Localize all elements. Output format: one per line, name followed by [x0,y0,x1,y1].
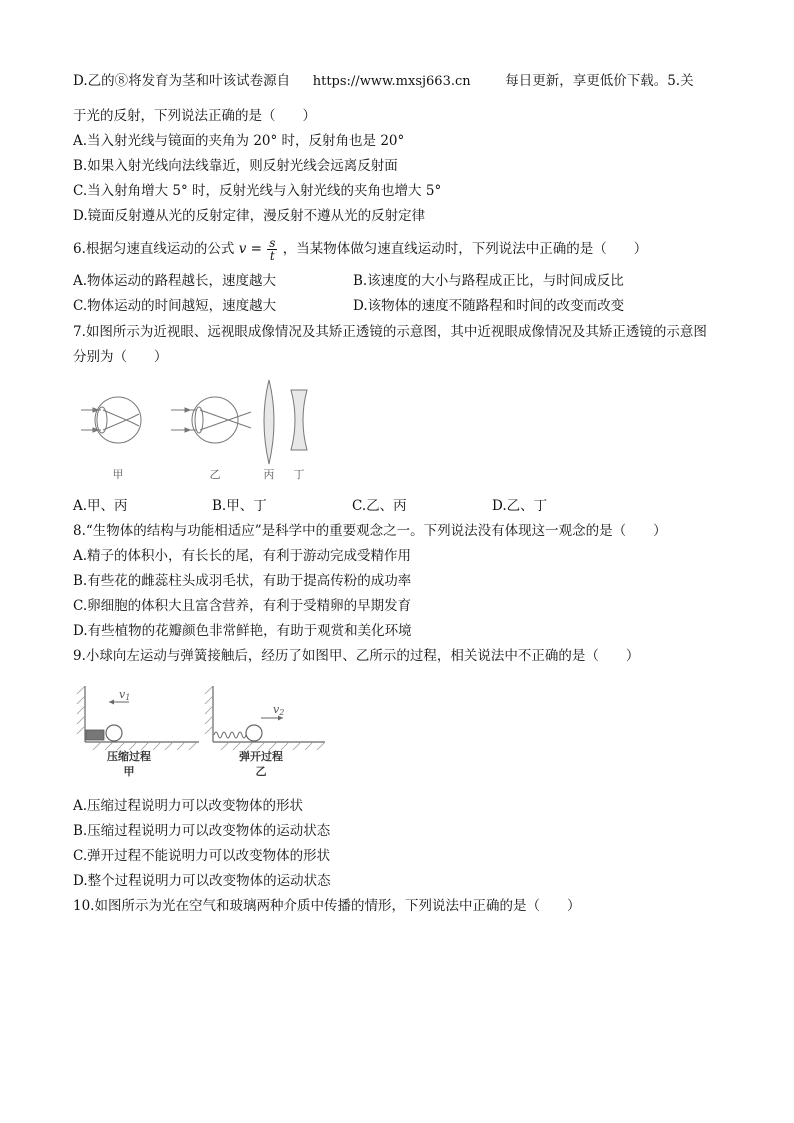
q7-option-c: C.乙、丙 [352,498,407,514]
eye-diagram-yi [171,397,251,443]
q8-option-d: D.有些植物的花瓣颜色非常鲜艳，有助于观赏和美化环境 [73,623,412,639]
q9-option-d: D.整个过程说明力可以改变物体的运动状态 [73,873,331,889]
q7-fig-label-bing: 丙 [263,468,275,481]
q5-option-c: C.当入射角增大 5° 时，反射光线与入射光线的夹角也增大 5° [73,183,442,199]
extended-spring-icon [214,732,246,738]
spring-compression-diagram [77,686,199,750]
q6-formula-numerator: s [269,236,276,250]
q9-label-jia: 甲 [123,765,135,778]
q10-stem: 10.如图所示为光在空气和玻璃两种介质中传播的情形，下列说法中正确的是（ ） [73,898,581,914]
q5-option-a: A.当入射光线与镜面的夹角为 20° 时，反射角也是 20° [73,133,405,149]
q9-stem: 9.小球向左运动与弹簧接触后，经历了如图甲、乙所示的过程，相关说法中不正确的是（ ） [73,648,640,664]
ball-icon [246,725,262,741]
q8-stem: 8.“生物体的结构与功能相适应”是科学中的重要观念之一。下列说法没有体现这一观念的是（ ） [73,523,667,539]
q9-option-b: B.压缩过程说明力可以改变物体的运动状态 [73,823,331,839]
q9-caption-release: 弹开过程 [239,750,283,763]
q8-option-b: B.有些花的雌蕊柱头成羽毛状，有助于提高传粉的成功率 [73,573,412,589]
q5-stem: 于光的反射，下列说法正确的是（ ） [73,108,316,124]
q6-formula-v: v [238,241,247,257]
q7-stem-line-1: 7.如图所示为近视眼、远视眼成像情况及其矫正透镜的示意图，其中近视眼成像情况及其矫正透镜的示意图 [73,324,707,340]
q6-option-c: C.物体运动的时间越短，速度越大 [73,298,277,314]
q6-option-a: A.物体运动的路程越长，速度越大 [73,273,277,289]
ball-icon [106,725,122,741]
eye-diagram-jia [81,397,141,443]
q4-option-d-line [73,72,694,91]
watermark-tail: 每日更新，享更低价下载。5.关 [505,73,694,89]
q5-option-b: B.如果入射光线向法线靠近，则反射光线会远离反射面 [73,158,398,174]
convex-lens-icon [264,380,274,464]
compressed-spring-icon [86,730,104,740]
q6-stem [73,235,647,263]
watermark-url: https://www.mxsj663.cn [312,74,471,89]
q6-stem-pre: 6.根据匀速直线运动的公式 [73,241,235,257]
q7-stem-line-2: 分别为（ ） [73,349,168,365]
q4-option-d: D.乙的⑧将发育为茎和叶该试卷源自 [73,73,291,89]
velocity-label-v1: v1 [119,688,131,702]
velocity-label-v2: v2 [273,703,285,717]
q6-formula-denominator: t [269,249,275,263]
q6-option-d: D.该物体的速度不随路程和时间的改变而改变 [353,298,625,314]
q9-option-a: A.压缩过程说明力可以改变物体的形状 [73,798,304,814]
q7-option-a: A.甲、丙 [73,498,128,514]
q7-figure [73,378,333,488]
q6-option-b: B.该速度的大小与路程成正比，与时间成反比 [353,273,624,289]
q6-stem-post: ，当某物体做匀速直线运动时，下列说法中正确的是（ ） [282,241,648,257]
spring-release-diagram [205,686,325,750]
q6-formula-fraction [267,237,277,262]
q7-option-d: D.乙、丁 [492,498,548,514]
q5-option-d: D.镜面反射遵从光的反射定律，漫反射不遵从光的反射定律 [73,208,426,224]
q7-option-b: B.甲、丁 [212,498,267,514]
q7-fig-label-jia: 甲 [112,468,124,481]
q7-fig-label-ding: 丁 [293,468,305,481]
concave-lens-icon [291,390,307,450]
q9-caption-compression: 压缩过程 [107,750,151,763]
q9-option-c: C.弹开过程不能说明力可以改变物体的形状 [73,848,331,864]
q6-formula-eq: = [250,241,262,257]
q7-fig-label-yi: 乙 [209,468,221,481]
q9-figure [73,680,333,780]
q9-label-yi: 乙 [255,765,267,778]
q8-option-a: A.精子的体积小，有长长的尾，有利于游动完成受精作用 [73,548,412,564]
q8-option-c: C.卵细胞的体积大且富含营养，有利于受精卵的早期发育 [73,598,412,614]
